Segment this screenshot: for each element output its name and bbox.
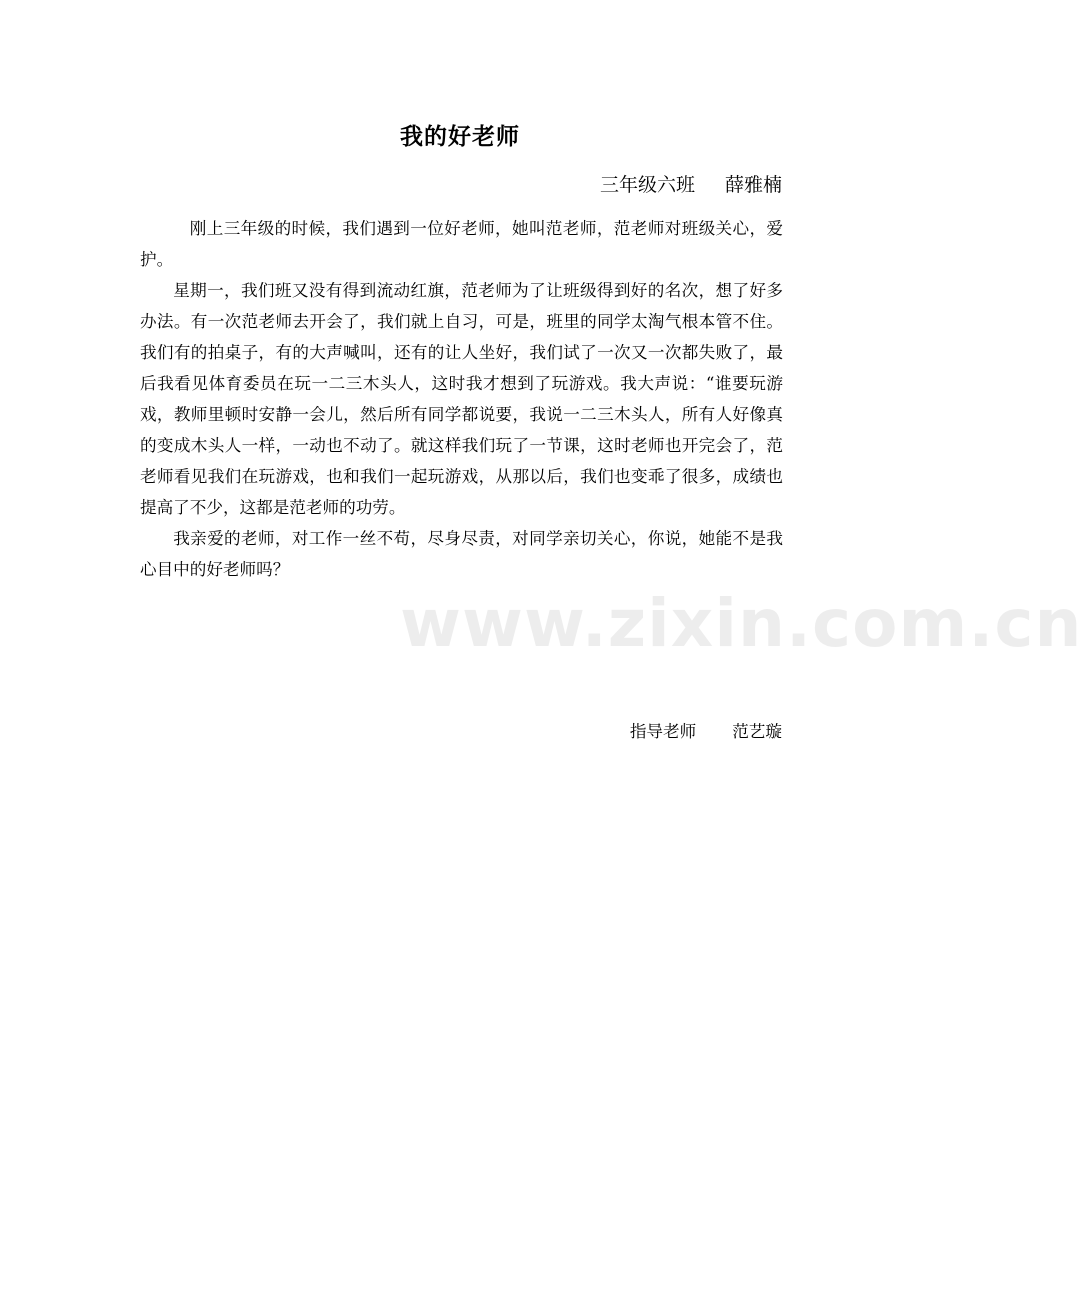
essay-body (140, 213, 783, 585)
paragraph: 星期一，我们班又没有得到流动红旗，范老师为了让班级得到好的名次，想了好多办法。有一次范老师去开会了，我们就上自习，可是，班里的同学太淘气根本管不住。我们有的拍桌子，有的大声喊叫，还有的让人坐好，我们试了一次又一次都失败了，最后我看见体育委员在玩一二三木头人，这时我才想到了玩游戏。我大声说：“谁要玩游戏，教师里顿时安静一会儿，然后所有同学都说要，我说一二三木头人，所有人好像真的变成木头人一样，一动也不动了。就这样我们玩了一节课，这时老师也开完会了，范老师看见我们在玩游戏，也和我们一起玩游戏，从那以后，我们也变乖了很多，成绩也提高了不少，这都是范老师的功劳。 (140, 281, 783, 517)
advisor-label: 指导老师 (629, 722, 697, 741)
paragraph: 刚上三年级的时候，我们遇到一位好老师，她叫范老师，范老师对班级关心，爱护。 (140, 219, 783, 269)
author-name: 薛雅楠 (724, 174, 782, 196)
advisor-line (500, 718, 782, 742)
document-title: 我的好老师 (400, 123, 520, 150)
class-name: 三年级六班 (599, 174, 695, 196)
advisor-name: 范艺璇 (732, 722, 782, 741)
watermark: www.zixin.com.cn (400, 585, 1082, 662)
paragraph: 我亲爱的老师，对工作一丝不苟，尽身尽责，对同学亲切关心，你说，她能不是我心目中的好老师吗？ (140, 529, 783, 579)
byline (500, 170, 782, 197)
